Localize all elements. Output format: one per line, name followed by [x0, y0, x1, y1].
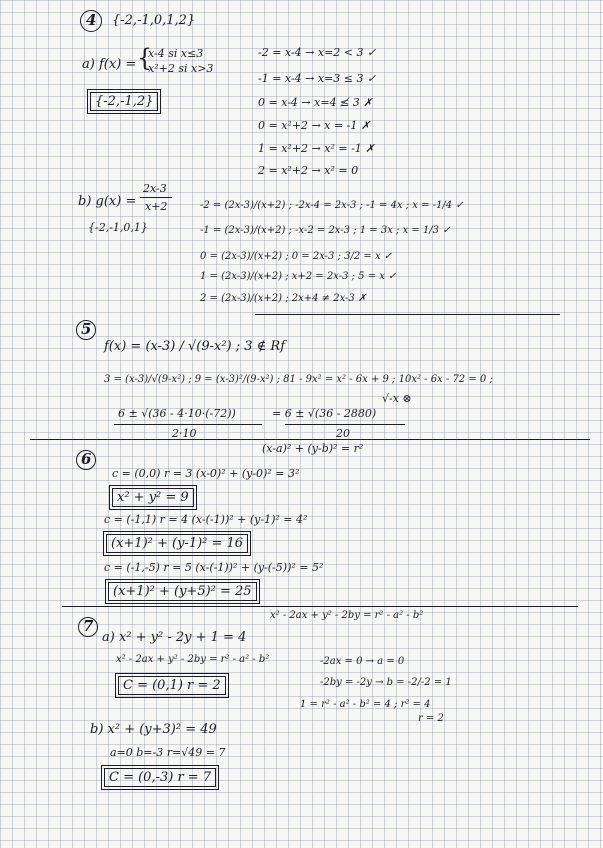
- problem-4-set: {-2,-1,0,1,2}: [112, 13, 196, 28]
- section-divider: [30, 439, 590, 440]
- circle-3-data: c = (-1,-5) r = 5 (x-(-1))² + (y-(-5))² = 5²: [104, 561, 324, 574]
- g-denominator: x+2: [145, 200, 168, 213]
- problem-7a-answer-box: C = (0,1) r = 2: [118, 676, 226, 695]
- circle-2-answer-box: (x+1)² + (y-1)² = 16: [106, 534, 248, 553]
- g-work-line: -2 = (2x-3)/(x+2) ; -2x-4 = 2x-3 ; -1 = 4x ; x = -1/4 ✓: [200, 200, 464, 211]
- problem-5-equation: 3 = (x-3)/√(9-x²) ; 9 = (x-3)²/(9-x²) ; 81 - 9x² = x² - 6x + 9 ; 10x² - 6x - 72 = 0 ;: [104, 374, 493, 385]
- g-numerator: 2x-3: [143, 182, 167, 195]
- f-work-line: -1 = x-4 → x=3 ≤ 3 ✓: [258, 72, 377, 85]
- f-work-line: 1 = x²+2 → x² = -1 ✗: [258, 142, 375, 155]
- problem-4-number: 4: [86, 11, 97, 29]
- f-case-1: x-4 si x≤3: [148, 47, 204, 60]
- problem-7a-expansion: x² - 2ax + y² - 2by = r² - a² - b²: [116, 654, 270, 665]
- g-work-line: 0 = (2x-3)/(x+2) ; 0 = 2x-3 ; 3/2 = x ✓: [200, 251, 393, 262]
- section-divider: [255, 314, 560, 315]
- quadratic-formula-denominator: 2·10: [172, 427, 197, 440]
- circle-general-formula: (x-a)² + (y-b)² = r²: [262, 442, 364, 455]
- problem-7b-values: a=0 b=-3 r=√49 = 7: [110, 746, 226, 759]
- f-definition-label: a) f(x) =: [82, 57, 137, 72]
- f-work-line: 0 = x-4 → x=4 ≰ 3 ✗: [258, 96, 373, 109]
- circle-1-data: c = (0,0) r = 3 (x-0)² + (y-0)² = 3²: [112, 467, 300, 480]
- problem-7a-step: -2ax = 0 → a = 0: [320, 656, 405, 667]
- g-work-line: 1 = (2x-3)/(x+2) ; x+2 = 2x-3 ; 5 = x ✓: [200, 271, 397, 282]
- problem-5-sqrt-note: √-x ⊗: [382, 392, 412, 405]
- f-answer-box: {-2,-1,2}: [90, 92, 158, 111]
- f-case-2: x²+2 si x>3: [148, 62, 214, 75]
- quadratic-formula-numerator: 6 ± √(36 - 4·10·(-72)): [118, 407, 236, 420]
- f-work-line: 2 = x²+2 → x² = 0: [258, 164, 359, 177]
- section-divider: [62, 606, 578, 607]
- problem-7a-step: 1 = r² - a² - b² = 4 ; r² = 4: [300, 699, 431, 710]
- quadratic-fraction-bar: [114, 424, 262, 425]
- problem-7-number: 7: [83, 617, 94, 635]
- result-fraction-bar: [285, 424, 405, 425]
- problem-7a-step: r = 2: [418, 713, 444, 724]
- problem-7a-equation: a) x² + y² - 2y + 1 = 4: [102, 630, 247, 645]
- g-definition-label: b) g(x) =: [78, 194, 137, 209]
- circle-3-answer-box: (x+1)² + (y+5)² = 25: [108, 582, 257, 601]
- g-fraction-bar: [140, 197, 172, 198]
- quadratic-result-numerator: = 6 ± √(36 - 2880): [272, 407, 377, 420]
- g-work-line: -1 = (2x-3)/(x+2) ; -x-2 = 2x-3 ; 1 = 3x ; x = 1/3 ✓: [200, 225, 451, 236]
- problem-7a-step: -2by = -2y → b = -2/-2 = 1: [320, 677, 452, 688]
- piecewise-brace: {: [137, 44, 153, 72]
- circle-2-data: c = (-1,1) r = 4 (x-(-1))² + (y-1)² = 4²: [104, 513, 308, 526]
- problem-7-general-expansion: x² - 2ax + y² - 2by = r² - a² - b²: [270, 610, 424, 621]
- circle-1-answer-box: x² + y² = 9: [112, 488, 194, 507]
- quadratic-result-denominator: 20: [336, 427, 350, 440]
- f-work-line: 0 = x²+2 → x = -1 ✗: [258, 119, 371, 132]
- problem-5-function: f(x) = (x-3) / √(9-x²) ; 3 ∉ Rf: [104, 339, 286, 354]
- g-work-line: 2 = (2x-3)/(x+2) ; 2x+4 ≠ 2x-3 ✗: [200, 293, 367, 304]
- problem-7b-equation: b) x² + (y+3)² = 49: [90, 722, 217, 737]
- problem-7b-answer-box: C = (0,-3) r = 7: [104, 768, 216, 787]
- problem-6-number: 6: [81, 450, 92, 468]
- f-work-line: -2 = x-4 → x=2 < 3 ✓: [258, 46, 377, 59]
- g-answer: {-2,-1,0,1}: [88, 221, 148, 234]
- problem-5-number: 5: [81, 320, 92, 338]
